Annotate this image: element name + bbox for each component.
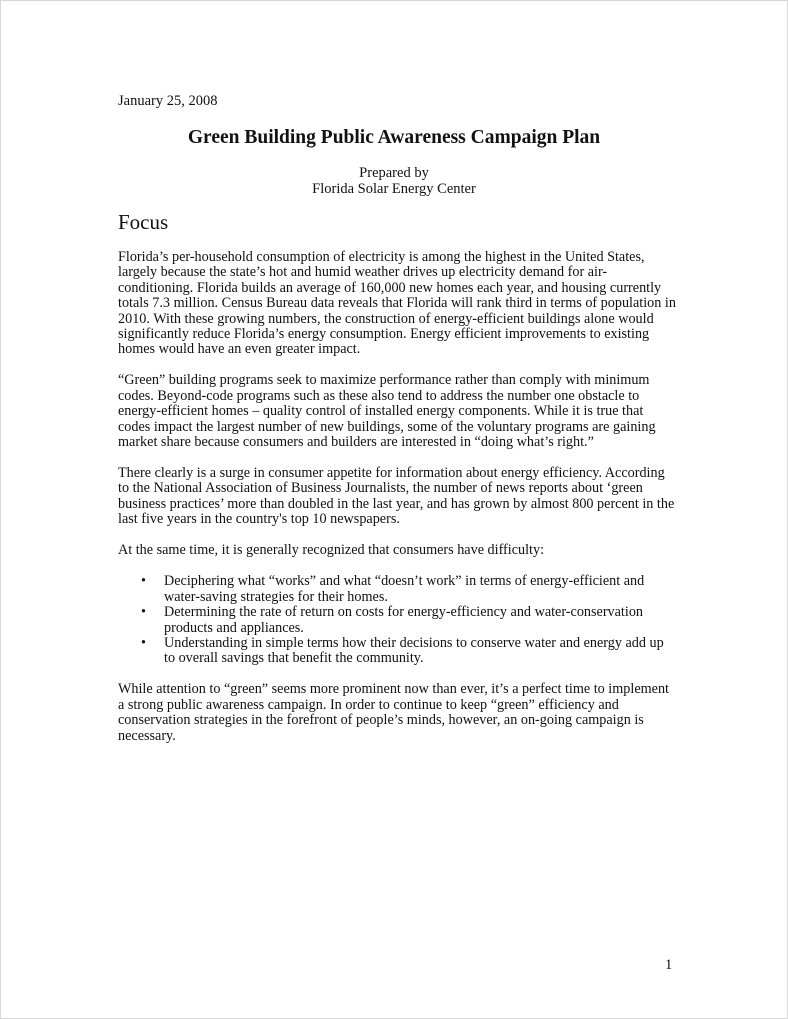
paragraph: “Green” building programs seek to maximize performance rather than comply with minimum codes. Beyond-code programs such as these also tend to address the number one obstacle to energy-efficient homes – quality control of installed energy components. While it is true that codes impact the largest number of new buildings, some of the voluntary programs are gaining market share because consumers and builders are interested in “doing what’s right.” (118, 372, 656, 451)
document-date: January 25, 2008 (118, 93, 218, 109)
list-item (118, 605, 678, 636)
paragraph: Florida’s per-household consumption of electricity is among the highest in the United States, largely because the state’s hot and humid weather drives up electricity demand for air-conditioning. Florida builds an average of 160,000 new homes each year, and housing currently totals 7.3 million. Census Bureau data reveals that Florida will rank third in terms of population in 2010. With these growing numbers, the construction of energy-efficient buildings alone would significantly reduce Florida’s energy consumption. Energy efficient improvements to existing homes would have an even greater impact. (118, 249, 676, 358)
difficulty-list (118, 574, 678, 666)
closing-paragraph: While attention to “green” seems more prominent now than ever, it’s a perfect time to implement a strong public awareness campaign. In order to continue to keep “green” efficiency and conservation strategies in the forefront of people’s minds, however, an on-going campaign is necessary. (118, 681, 669, 744)
list-item-text: Deciphering what “works” and what “doesn’t work” in terms of energy-efficient and water-saving strategies for their homes. (164, 573, 645, 605)
document-title: Green Building Public Awareness Campaign Plan (187, 127, 601, 148)
prepared-by-organization: Florida Solar Energy Center (312, 181, 476, 197)
prepared-by-block (1, 165, 787, 197)
bullet-icon: • (141, 573, 146, 590)
prepared-by-label: Prepared by (359, 165, 429, 181)
paragraph: There clearly is a surge in consumer appetite for information about energy efficiency. According to the National Association of Business Journalists, the number of news reports about ‘green business practices’ more than doubled in the last year, and has grown by almost 800 percent in the last five years in the country's top 10 newspapers. (118, 465, 675, 528)
list-item-text: Understanding in simple terms how their decisions to conserve water and energy add up to overall savings that benefit the community. (164, 634, 664, 667)
bullet-icon: • (141, 634, 146, 651)
page-number: 1 (665, 957, 673, 973)
list-item-text: Determining the rate of return on costs for energy-efficiency and water-conservation products and appliances. (164, 604, 644, 636)
document-body (118, 250, 678, 760)
bullet-icon: • (141, 604, 146, 621)
section-heading-focus: Focus (118, 210, 169, 234)
paragraph: At the same time, it is generally recognized that consumers have difficulty: (118, 542, 545, 559)
list-item (118, 574, 678, 605)
list-item (118, 636, 678, 667)
